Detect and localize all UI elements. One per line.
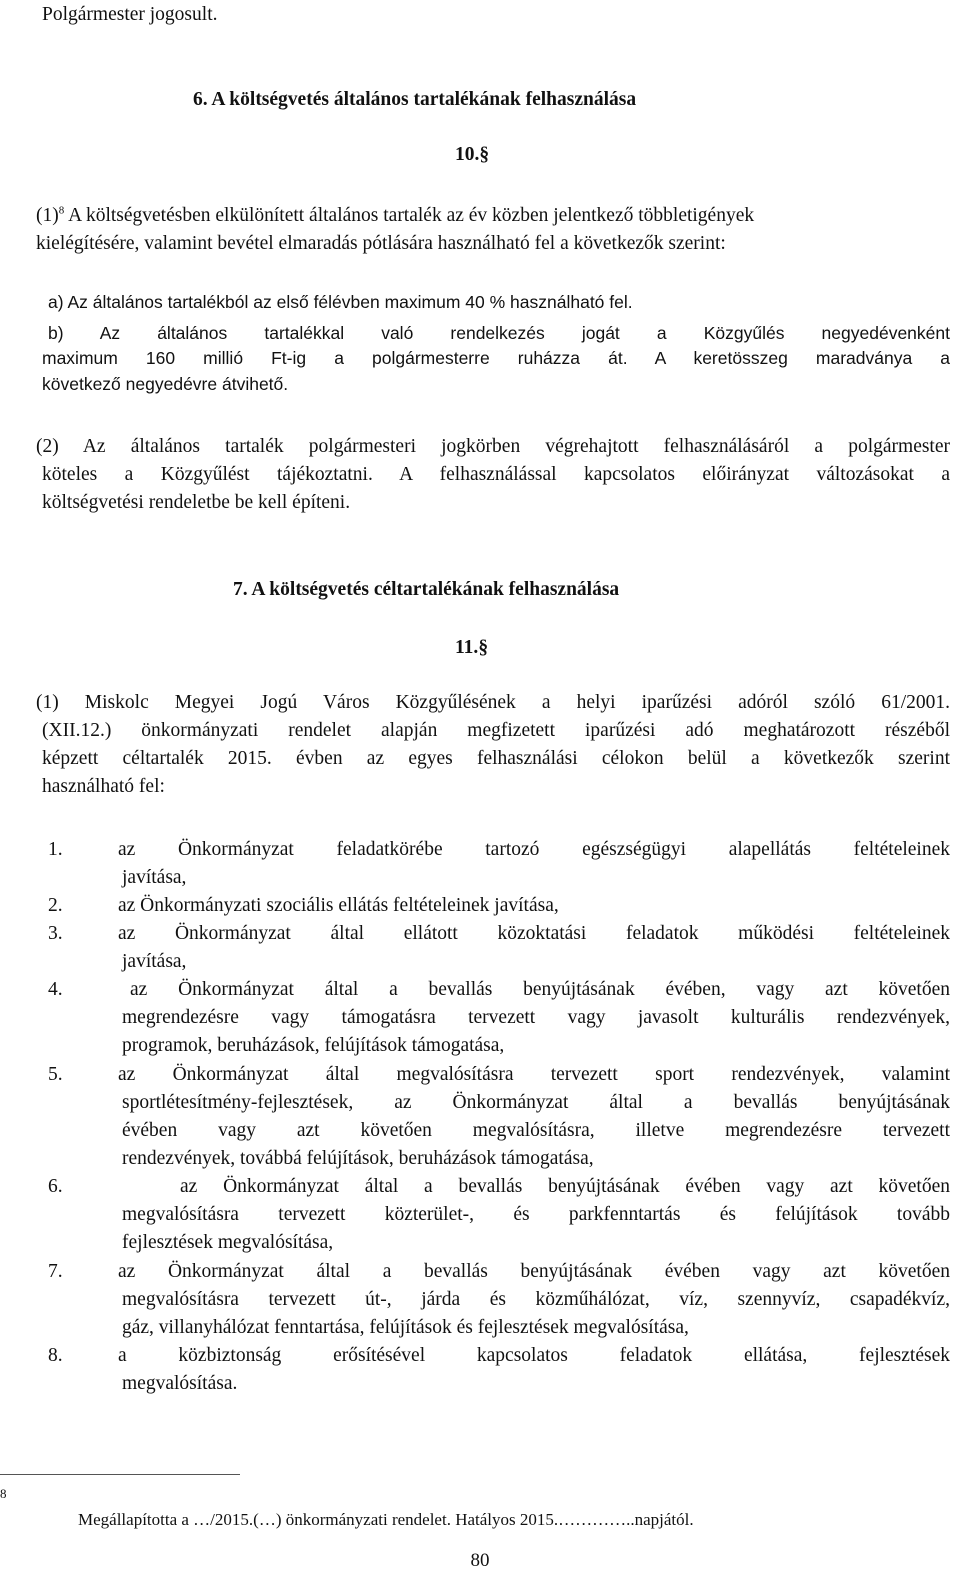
list-item-number: 4. <box>48 979 63 1000</box>
list-item-line: évében vagy azt követően megvalósításra, illetve megrendezésre tervezett <box>122 1120 950 1141</box>
list-item-number: 3. <box>48 923 63 944</box>
s7-p1-line1: (1) Miskolc Megyei Jogú Város Közgyűlésének a helyi iparűzési adóról szóló 61/2001. <box>36 692 950 713</box>
list-item-line: az Önkormányzat feladatkörébe tartozó egészségügyi alapellátás feltételeinek <box>118 839 950 860</box>
list-item-line: fejlesztések megvalósítása, <box>122 1232 334 1253</box>
s6-p1-text: A költségvetésben elkülönített általános tartalék az év közben jelentkező többletigények <box>68 205 755 226</box>
list-item-number: 1. <box>48 839 63 860</box>
s6-item-a: a) Az általános tartalékból az első félévben maximum 40 % használható fel. <box>48 292 633 312</box>
section-sign-icon: § <box>478 637 489 658</box>
section-6-heading: 6. A költségvetés általános tartalékának felhasználása <box>193 89 637 110</box>
footnote-separator <box>0 1474 240 1475</box>
list-item-line: a közbiztonság erősítésével kapcsolatos feladatok ellátása, fejlesztések <box>118 1345 950 1366</box>
list-item-line: az Önkormányzat által a bevallás benyújtásának évében vagy azt követően <box>118 1261 950 1282</box>
s7-p1-line3: képzett céltartalék 2015. évben az egyes felhasználási célokon belül a következők szerint <box>42 748 950 769</box>
list-item-number: 8. <box>48 1345 63 1366</box>
list-item-line: megrendezésre vagy támogatásra tervezett vagy javasolt kulturális rendezvények, <box>122 1007 950 1028</box>
section-6-paragraph-number <box>455 143 489 167</box>
list-item-line: az Önkormányzat által ellátott közoktatási feladatok működési feltételeinek <box>118 923 950 944</box>
list-item-number: 5. <box>48 1064 63 1085</box>
list-item-number: 7. <box>48 1261 63 1282</box>
s6-p2-line3: költségvetési rendeletbe be kell építeni. <box>42 492 351 513</box>
s6-p2-line1: (2) Az általános tartalék polgármesteri jogkörben végrehajtott felhasználásáról a polgármester <box>36 436 950 457</box>
list-item-line: megvalósításra tervezett közterület-, és parkfenntartás és felújítások tovább <box>122 1204 950 1225</box>
section-sign-icon: § <box>479 144 490 165</box>
list-item-line: programok, beruházások, felújítások támogatása, <box>122 1035 505 1056</box>
list-item-line: megvalósítása. <box>122 1373 238 1394</box>
footnote-text: Megállapította a …/2015.(…) önkormányzati rendelet. Hatályos 2015.…………..napjától. <box>78 1510 694 1529</box>
list-item-line: az Önkormányzat által a bevallás benyújtásának évében, vagy azt követően <box>130 979 950 1000</box>
list-item-number: 2. <box>48 895 63 916</box>
s6-p2-line2: köteles a Közgyűlést tájékoztatni. A felhasználással kapcsolatos előirányzat változásokat a <box>42 464 950 485</box>
list-item-line: rendezvények, továbbá felújítások, beruházások támogatása, <box>122 1148 594 1169</box>
s6-item-b-line1: b) Az általános tartalékkal való rendelkezés jogát a Közgyűlés negyedévenként <box>48 323 950 343</box>
s6-p1-line2: kielégítésére, valamint bevétel elmaradás pótlására használható fel a következők szerint: <box>36 233 726 254</box>
paragraph-number-10: 10. <box>455 144 480 165</box>
list-item-line: az Önkormányzati szociális ellátás feltételeinek javítása, <box>118 895 559 916</box>
s6-item-b-line2: maximum 160 millió Ft-ig a polgármesterre ruházza át. A keretösszeg maradványa a <box>42 348 950 368</box>
footnote-number: 8 <box>0 1486 7 1501</box>
page-number: 80 <box>470 1550 490 1571</box>
list-item-line: sportlétesítmény-fejlesztések, az Önkormányzat által a bevallás benyújtásának <box>122 1092 950 1113</box>
s6-p1-lead: (1) <box>36 205 59 226</box>
s7-p1-line2: (XII.12.) önkormányzati rendelet alapján megfizetett iparűzési adó meghatározott részéből <box>42 720 950 741</box>
list-item-line: gáz, villanyhálózat fenntartása, felújítások és fejlesztések megvalósítása, <box>122 1317 689 1338</box>
s6-p1-line1 <box>36 204 754 228</box>
footnote-reference: 8 <box>58 204 65 217</box>
list-item-line: az Önkormányzat által megvalósításra tervezett sport rendezvények, valamint <box>118 1064 950 1085</box>
paragraph-number-11: 11. <box>455 637 479 658</box>
list-item-line: javítása, <box>122 867 187 888</box>
section-7-paragraph-number <box>455 636 488 660</box>
top-line: Polgármester jogosult. <box>42 4 218 25</box>
s6-item-b-line3: következő negyedévre átvihető. <box>42 374 289 394</box>
list-item-line: javítása, <box>122 951 187 972</box>
section-7-heading: 7. A költségvetés céltartalékának felhasználása <box>233 579 620 600</box>
list-item-line: az Önkormányzat által a bevallás benyújtásának évében vagy azt követően <box>180 1176 950 1197</box>
list-item-number: 6. <box>48 1176 63 1197</box>
list-item-line: megvalósításra tervezett út-, járda és közműhálózat, víz, szennyvíz, csapadékvíz, <box>122 1289 950 1310</box>
s7-p1-line4: használható fel: <box>42 776 165 797</box>
